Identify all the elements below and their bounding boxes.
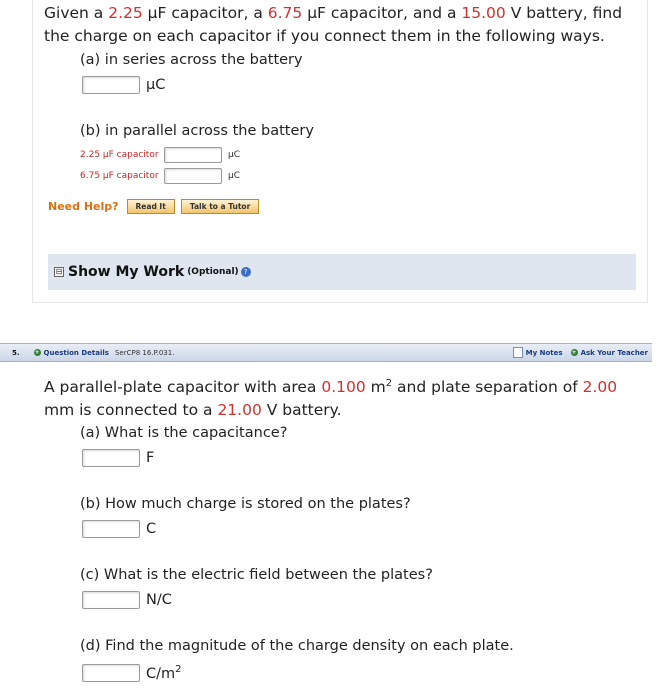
notes-icon bbox=[513, 347, 523, 358]
cap1-value: 2.25 bbox=[108, 4, 143, 22]
q5-part-c-input[interactable] bbox=[82, 591, 140, 609]
help-question-icon[interactable]: ? bbox=[241, 267, 251, 277]
q5-part-b-label: (b) How much charge is stored on the plates? bbox=[80, 496, 411, 512]
q4-part-b-label: (b) in parallel across the battery bbox=[80, 123, 314, 139]
separation-value: 2.00 bbox=[582, 378, 618, 397]
question-details-link[interactable]: Question Details bbox=[43, 348, 109, 357]
q4-row1-input[interactable] bbox=[164, 147, 222, 163]
show-my-work-title: Show My Work bbox=[68, 264, 185, 280]
q4-part-a-input[interactable] bbox=[82, 76, 140, 94]
q5-part-b-input[interactable] bbox=[82, 520, 140, 538]
cap2-value: 6.75 bbox=[267, 4, 303, 22]
question-5-prompt: A parallel-plate capacitor with area 0.100 $m^2$ and plate separation of 2.00 mm is connected to a 21.00 V battery. bbox=[44, 378, 618, 420]
q5-part-b-unit: C bbox=[146, 521, 157, 537]
q5-part-d-input[interactable] bbox=[82, 664, 140, 682]
q5-part-a-unit: F bbox=[146, 450, 155, 466]
q5-part-d-answer bbox=[82, 664, 182, 682]
q4-part-a-label: (a) in series across the battery bbox=[80, 52, 303, 68]
q5-part-d-unit: $C/m^2$ bbox=[146, 664, 182, 682]
q4-row2-input[interactable] bbox=[164, 168, 222, 184]
q5-part-d-label: (d) Find the magnitude of the charge density on each plate. bbox=[80, 638, 514, 654]
q5-part-c-answer bbox=[82, 591, 172, 609]
show-my-work-panel[interactable] bbox=[48, 254, 636, 290]
my-notes-link[interactable]: My Notes bbox=[525, 348, 563, 357]
q5-part-a-answer bbox=[82, 449, 154, 467]
q5-part-a-label: (a) What is the capacitance? bbox=[80, 425, 288, 441]
q5-part-b-answer bbox=[82, 520, 156, 538]
question-number: 5. bbox=[12, 348, 20, 357]
expand-details-icon[interactable]: + bbox=[34, 349, 40, 356]
talk-to-tutor-button[interactable]: Talk to a Tutor bbox=[181, 199, 259, 214]
area-value: 0.100 bbox=[321, 378, 366, 397]
read-it-button[interactable]: Read It bbox=[127, 199, 175, 214]
q5-part-a-input[interactable] bbox=[82, 449, 140, 467]
question-4-prompt: Given a 2.25 μF capacitor, a 6.75 μF capacitor, and a 15.00 V battery, find the charge on each capacitor if you connect them in the following ways. bbox=[44, 4, 623, 45]
q4-row1-unit: μC bbox=[228, 150, 241, 160]
battery-voltage-value: 21.00 bbox=[217, 401, 262, 420]
collapse-toggle-icon[interactable]: ⊟ bbox=[55, 267, 63, 276]
need-help-label: Need Help? bbox=[48, 200, 119, 213]
optional-label: (Optional) bbox=[187, 267, 239, 277]
ask-teacher-icon[interactable]: + bbox=[571, 349, 577, 356]
q4-row1-label: 2.25 μF capacitor bbox=[80, 150, 159, 160]
q4-row2-unit: μC bbox=[228, 171, 241, 181]
question-5-header bbox=[0, 343, 652, 362]
question-code: SerCP8 16.P.031. bbox=[114, 348, 175, 357]
q5-part-c-unit: N/C bbox=[146, 592, 172, 608]
need-help-bar bbox=[48, 199, 265, 214]
header-right-actions bbox=[513, 347, 652, 358]
q4-part-a-unit: μC bbox=[146, 77, 166, 93]
q5-part-c-label: (c) What is the electric field between the plates? bbox=[80, 567, 433, 583]
q4-row2-label: 6.75 μF capacitor bbox=[80, 171, 159, 181]
q4-part-b-row-2 bbox=[80, 168, 240, 184]
voltage-value: 15.00 bbox=[461, 4, 506, 22]
q4-part-a-answer bbox=[82, 76, 165, 94]
q4-part-b-row-1 bbox=[80, 147, 240, 163]
ask-teacher-link[interactable]: Ask Your Teacher bbox=[580, 348, 648, 357]
